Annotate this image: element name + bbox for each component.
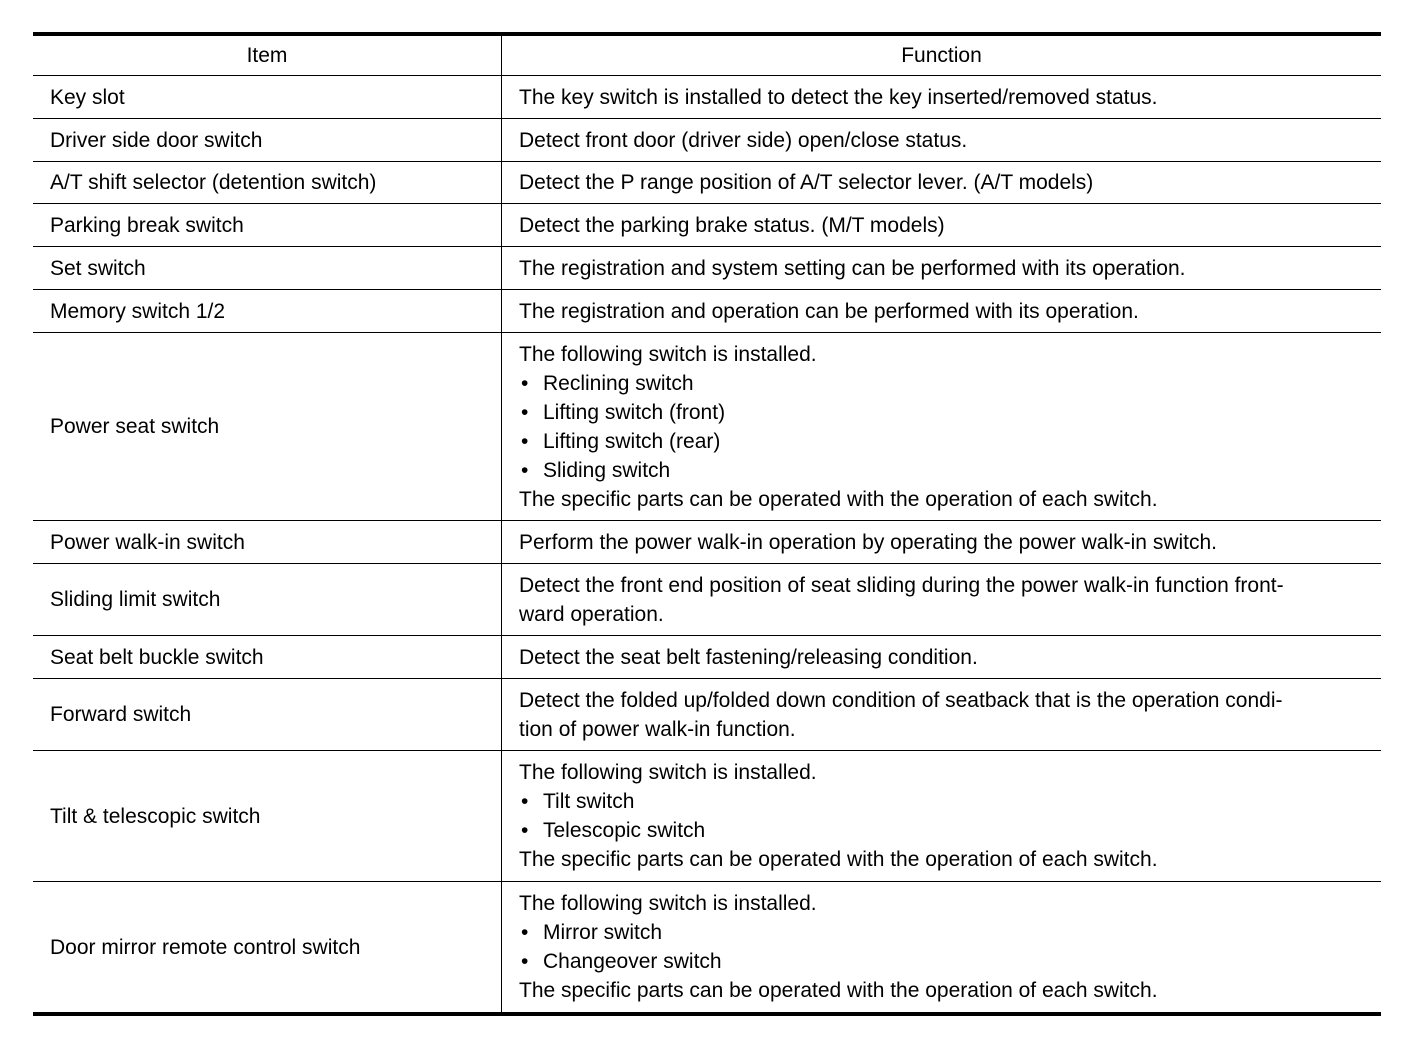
item-cell: Parking break switch — [33, 204, 502, 246]
item-cell: Seat belt buckle switch — [33, 636, 502, 678]
bullet-item: • Telescopic switch — [519, 816, 1381, 845]
function-text: The key switch is installed to detect the key inserted/removed status. — [519, 85, 1158, 109]
switch-function-table — [33, 32, 1381, 1016]
table-row — [33, 290, 1381, 333]
item-cell: Tilt & telescopic switch — [33, 751, 502, 881]
bullet-item: • Lifting switch (front) — [519, 398, 1381, 427]
item-cell: Power seat switch — [33, 333, 502, 520]
function-cell — [502, 333, 1381, 520]
function-cell — [502, 162, 1381, 203]
function-text: The specific parts can be operated with the operation of each switch. — [519, 979, 1158, 1002]
function-text: The registration and system setting can be performed with its operation. — [519, 256, 1186, 280]
table-row — [33, 204, 1381, 247]
function-text: Detect the front end position of seat sliding during the power walk-in function front- — [519, 573, 1284, 597]
function-cell — [502, 679, 1381, 750]
table-row — [33, 247, 1381, 290]
table-row — [33, 751, 1381, 882]
table-row — [33, 333, 1381, 521]
table-row — [33, 564, 1381, 636]
function-text: The following switch is installed. — [519, 761, 817, 784]
function-text: The following switch is installed. — [519, 342, 817, 366]
item-cell: Driver side door switch — [33, 119, 502, 161]
function-cell — [502, 882, 1381, 1012]
item-cell: A/T shift selector (detention switch) — [33, 162, 502, 203]
item-cell: Power walk-in switch — [33, 521, 502, 563]
bullet-item: • Tilt switch — [519, 787, 1381, 816]
table-row — [33, 521, 1381, 564]
bullet-item: • Sliding switch — [519, 456, 1381, 485]
table-row — [33, 119, 1381, 162]
function-cell — [502, 247, 1381, 289]
header-function: Function — [901, 44, 982, 67]
function-text: Detect the P range position of A/T selector lever. (A/T models) — [519, 171, 1094, 194]
function-text: Detect the seat belt fastening/releasing condition. — [519, 645, 978, 669]
function-cell — [502, 751, 1381, 881]
item-cell: Key slot — [33, 76, 502, 118]
function-text: Detect front door (driver side) open/close status. — [519, 128, 968, 152]
table-row — [33, 882, 1381, 1012]
function-cell — [502, 204, 1381, 246]
function-text: The specific parts can be operated with the operation of each switch. — [519, 487, 1158, 511]
function-text: ward operation. — [519, 602, 664, 626]
function-cell — [502, 636, 1381, 678]
table-row — [33, 679, 1381, 751]
function-cell — [502, 521, 1381, 563]
function-text: The registration and operation can be performed with its operation. — [519, 299, 1139, 323]
bullet-item: • Mirror switch — [519, 918, 1381, 947]
table-row — [33, 636, 1381, 679]
item-cell: Forward switch — [33, 679, 502, 750]
item-cell: Door mirror remote control switch — [33, 882, 502, 1012]
bullet-item: • Reclining switch — [519, 369, 1381, 398]
bullet-item: • Lifting switch (rear) — [519, 427, 1381, 456]
function-text: Detect the parking brake status. (M/T models) — [519, 213, 945, 237]
table-row — [33, 76, 1381, 119]
function-text: The specific parts can be operated with the operation of each switch. — [519, 848, 1158, 871]
item-cell: Memory switch 1/2 — [33, 290, 502, 332]
function-cell — [502, 76, 1381, 118]
item-cell: Set switch — [33, 247, 502, 289]
function-cell — [502, 119, 1381, 161]
table-header-row — [33, 36, 1381, 76]
function-cell — [502, 564, 1381, 635]
function-text: Detect the folded up/folded down condition of seatback that is the operation condi- — [519, 688, 1283, 712]
function-text: Perform the power walk-in operation by operating the power walk-in switch. — [519, 530, 1217, 554]
function-text: tion of power walk-in function. — [519, 717, 796, 741]
function-text: The following switch is installed. — [519, 892, 817, 915]
bullet-item: • Changeover switch — [519, 947, 1381, 976]
header-item: Item — [33, 36, 502, 75]
item-cell: Sliding limit switch — [33, 564, 502, 635]
table-row — [33, 162, 1381, 204]
function-cell — [502, 290, 1381, 332]
